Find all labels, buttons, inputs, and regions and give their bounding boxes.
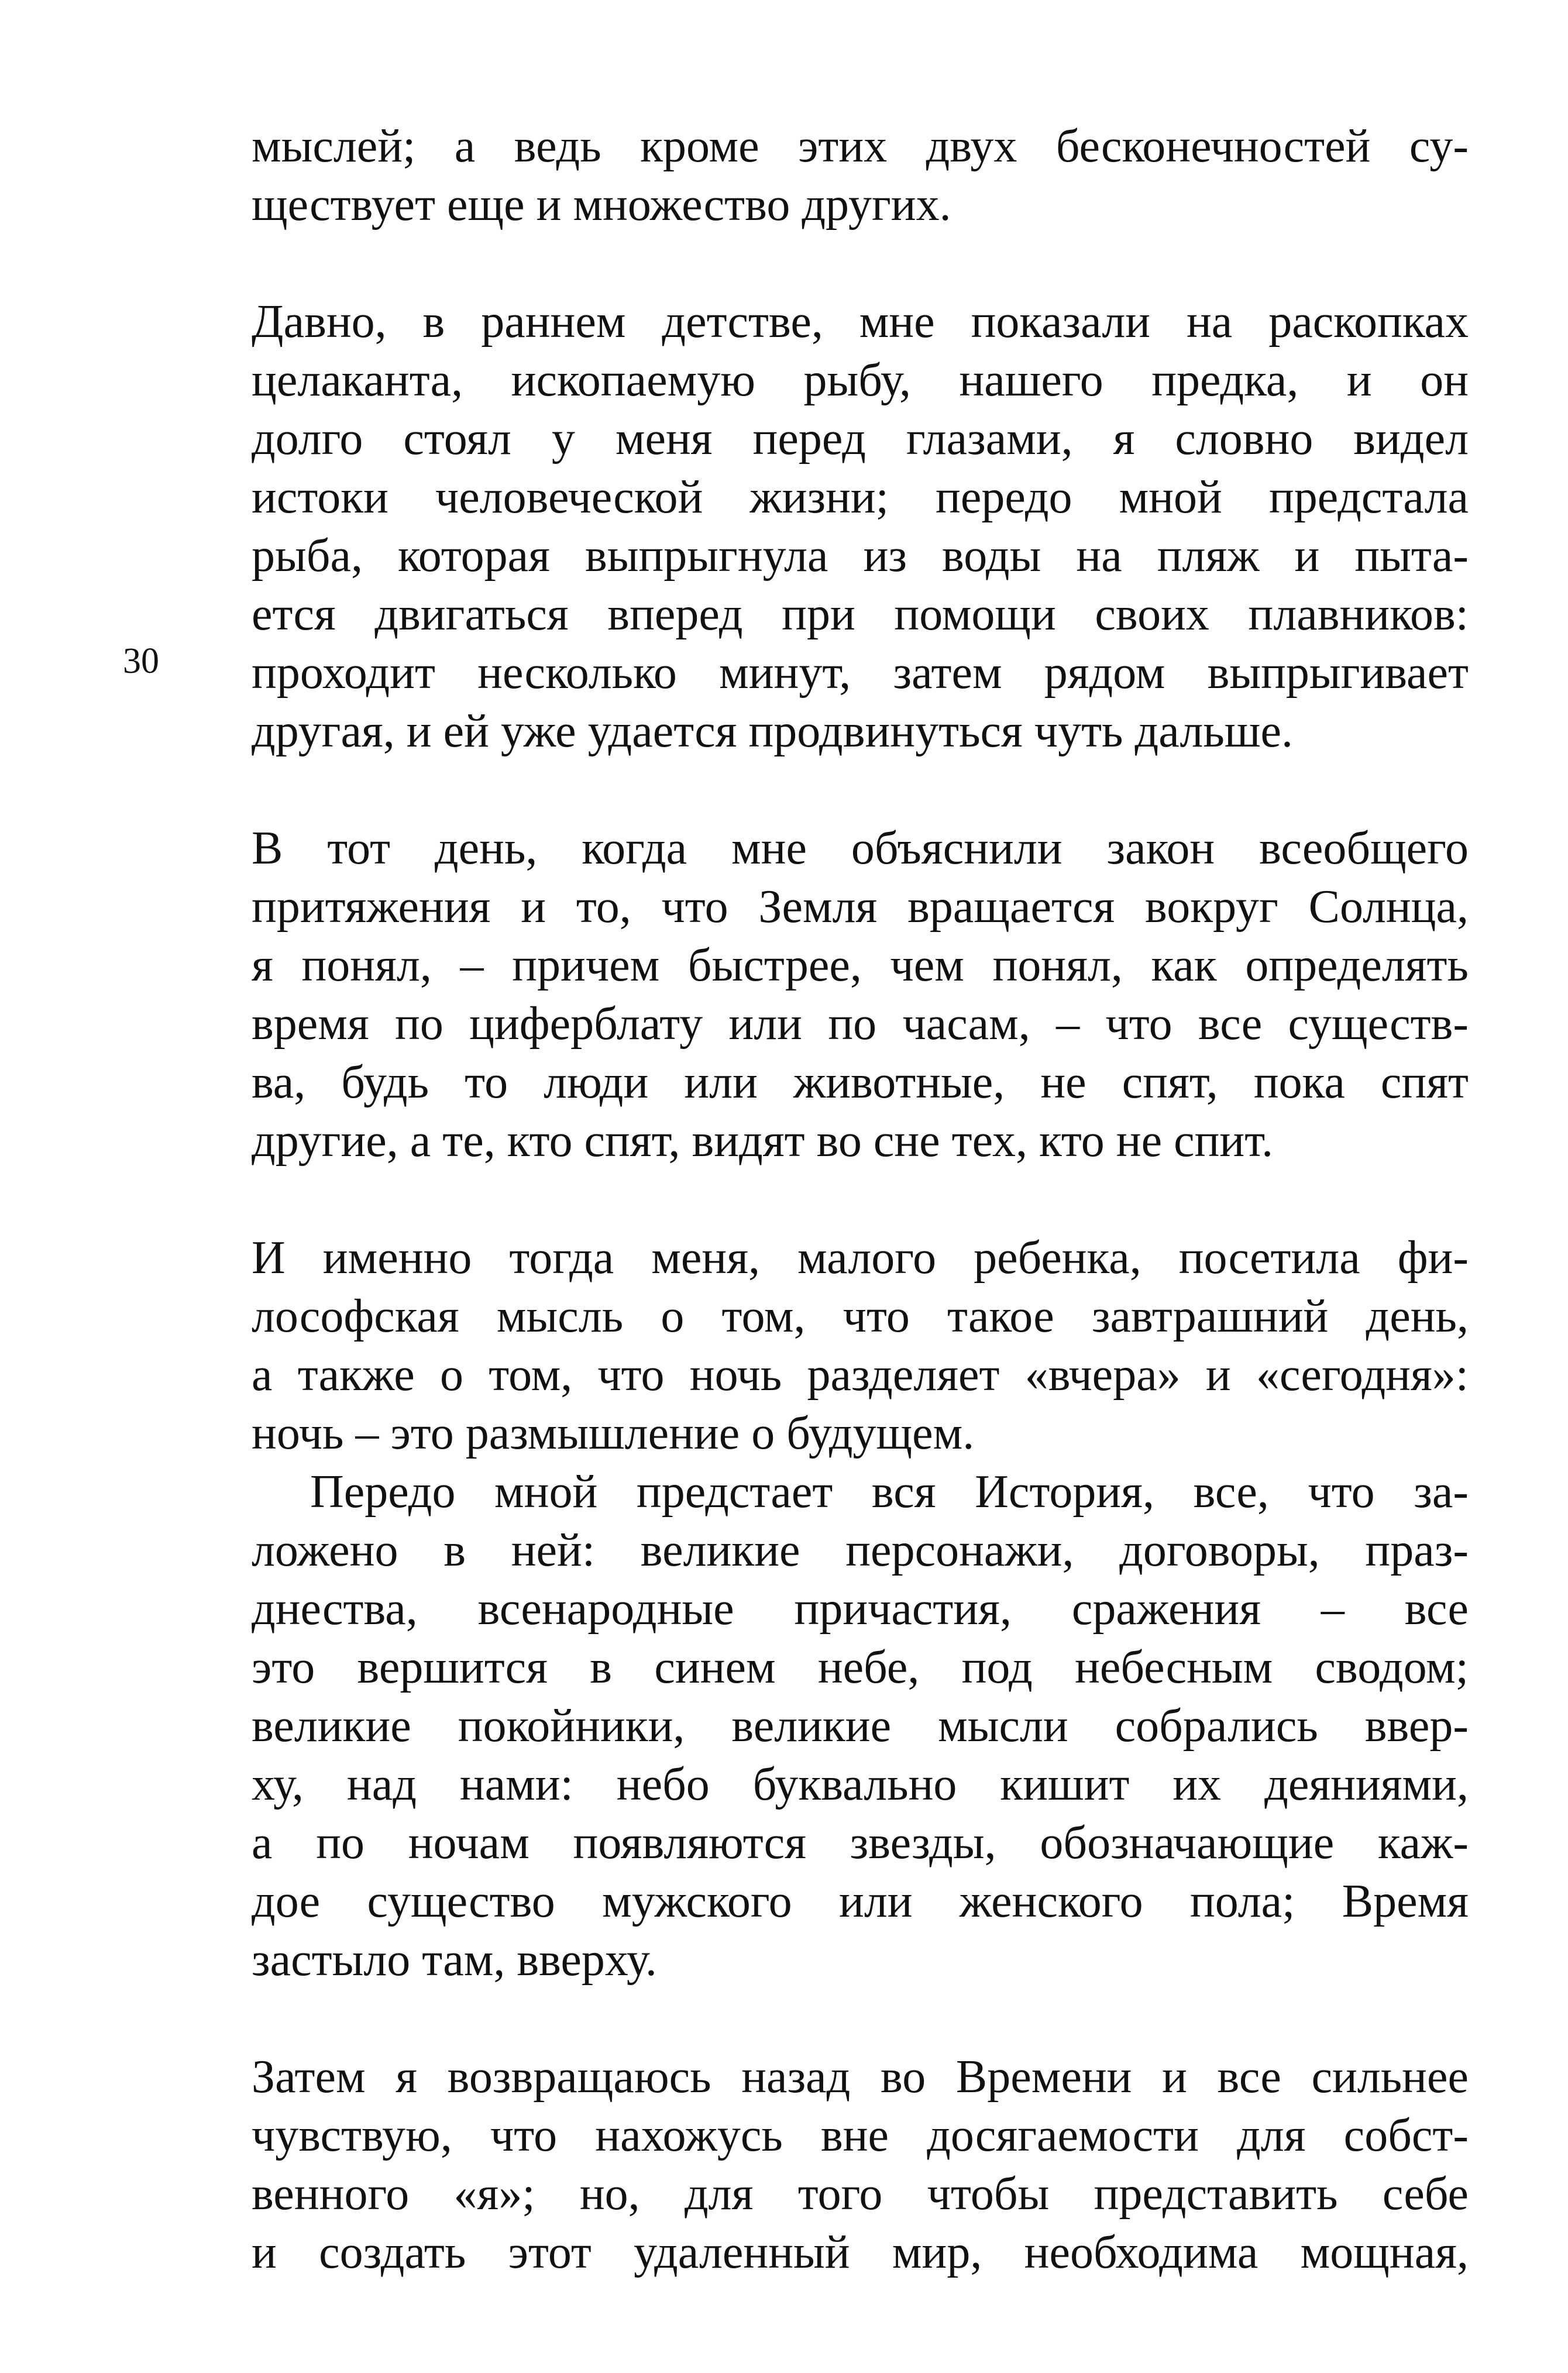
- paragraph-gap: [252, 761, 1469, 819]
- text-line: а по ночам появляются звезды, обозначающие каж-: [252, 1817, 1469, 1869]
- text-line: великие покойники, великие мысли собрались ввер-: [252, 1700, 1469, 1752]
- text-line: ночь – это размышление о будущем.: [252, 1408, 975, 1459]
- paragraph-6: [252, 2048, 1469, 2282]
- paragraph-3: [252, 819, 1469, 1170]
- text-line: Передо мной предстает вся История, все, что за-: [310, 1466, 1469, 1518]
- text-line: мыслей; а ведь кроме этих двух бесконечностей су-: [252, 121, 1469, 172]
- paragraph-1: [252, 117, 1469, 234]
- paragraph-5: [252, 1463, 1469, 1989]
- text-line: истоки человеческой жизни; передо мной предстала: [252, 472, 1469, 523]
- text-line: И именно тогда меня, малого ребенка, посетила фи-: [252, 1232, 1469, 1284]
- margin-line-number: 30: [123, 641, 159, 681]
- paragraph-gap: [252, 234, 1469, 293]
- text-line: Затем я возвращаюсь назад во Времени и все сильнее: [252, 2051, 1469, 2103]
- text-line: ществует еще и множество других.: [252, 179, 951, 231]
- text-column: [252, 117, 1469, 2282]
- text-line: проходит несколько минут, затем рядом выпрыгивает: [252, 647, 1469, 699]
- text-line: Давно, в раннем детстве, мне показали на раскопках: [252, 296, 1469, 348]
- text-line: долго стоял у меня перед глазами, я словно видел: [252, 413, 1469, 465]
- text-line: это вершится в синем небе, под небесным сводом;: [252, 1642, 1469, 1693]
- text-line: другая, и ей уже удается продвинуться чуть дальше.: [252, 706, 1293, 757]
- text-line: я понял, – причем быстрее, чем понял, как определять: [252, 940, 1469, 991]
- text-line: ху, над нами: небо буквально кишит их деяниями,: [252, 1759, 1469, 1810]
- text-line: застыло там, вверху.: [252, 1934, 657, 1986]
- text-line: дое существо мужского или женского пола; Время: [252, 1876, 1469, 1927]
- text-line: лософская мысль о том, что такое завтрашний день,: [252, 1291, 1469, 1342]
- text-line: целаканта, ископаемую рыбу, нашего предка, и он: [252, 355, 1469, 406]
- text-line: притяжения и то, что Земля вращается вокруг Солнца,: [252, 881, 1469, 933]
- text-line: венного «я»; но, для того чтобы представить себе: [252, 2168, 1469, 2220]
- text-line: рыба, которая выпрыгнула из воды на пляж и пыта-: [252, 530, 1469, 582]
- text-line: ется двигаться вперед при помощи своих плавников:: [252, 589, 1469, 640]
- text-line: днества, всенародные причастия, сражения – все: [252, 1583, 1469, 1635]
- text-line: и создать этот удаленный мир, необходима мощная,: [252, 2227, 1469, 2278]
- text-line: ва, будь то люди или животные, не спят, пока спят: [252, 1057, 1469, 1108]
- text-line: В тот день, когда мне объяснили закон всеобщего: [252, 823, 1469, 874]
- text-line: чувствую, что нахожусь вне досягаемости для собст-: [252, 2110, 1469, 2161]
- paragraph-4: [252, 1229, 1469, 1463]
- paragraph-gap: [252, 1170, 1469, 1229]
- paragraph-2: [252, 293, 1469, 761]
- paragraph-gap: [252, 1989, 1469, 2048]
- text-line: а также о том, что ночь разделяет «вчера» и «сегодня»:: [252, 1349, 1469, 1401]
- text-line: ложено в ней: великие персонажи, договоры, праз-: [252, 1525, 1469, 1576]
- text-line: время по циферблату или по часам, – что все существ-: [252, 998, 1469, 1050]
- text-line: другие, а те, кто спят, видят во сне тех, кто не спит.: [252, 1115, 1274, 1167]
